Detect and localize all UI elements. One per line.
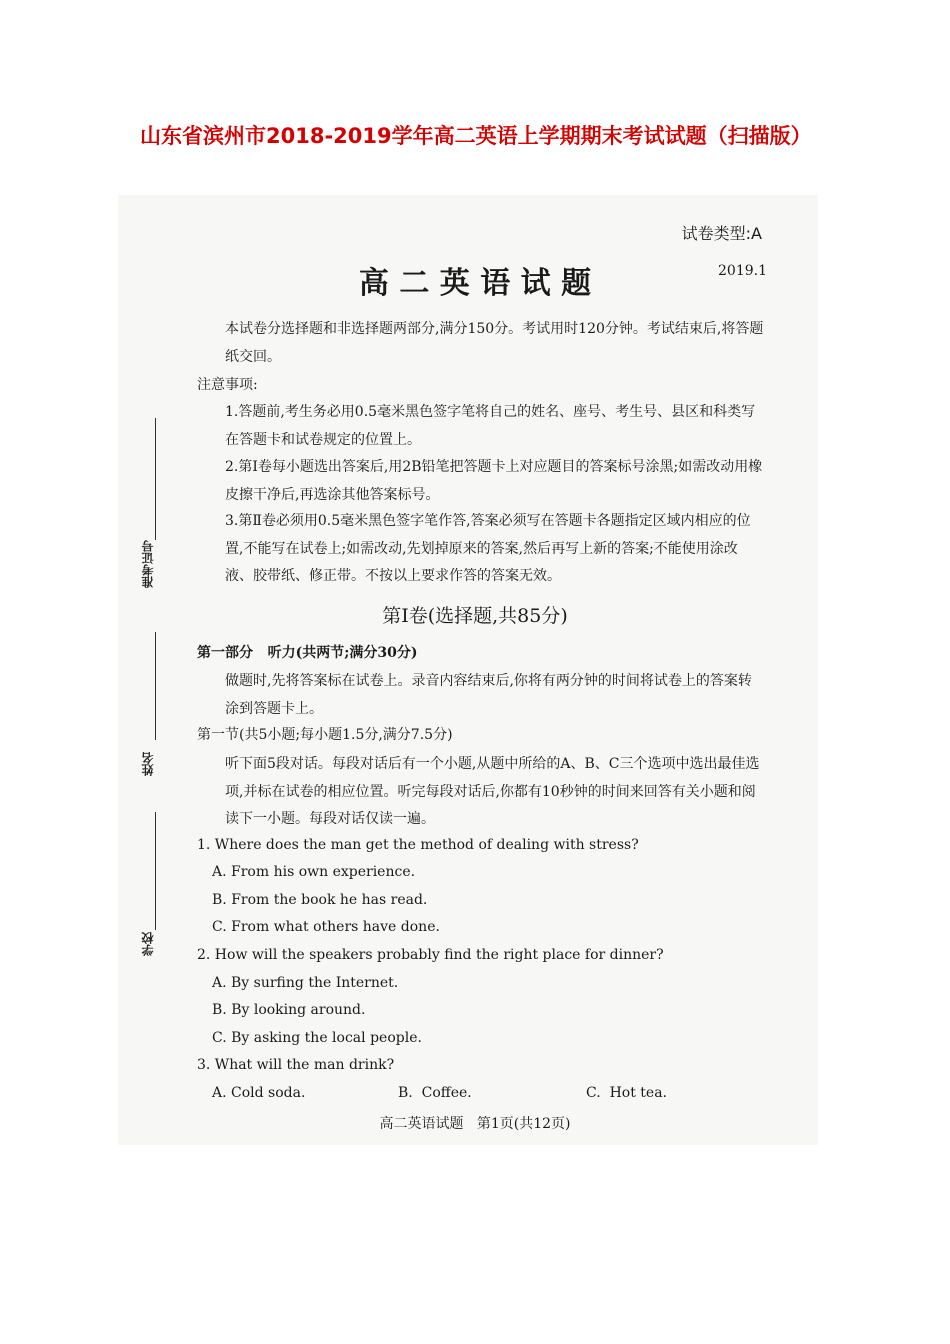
name-label: 姓名 [141,752,155,776]
question-1-option-a: A. From his own experience. [212,864,416,880]
section-1-description [197,751,765,834]
school-label: 学校 [141,932,155,956]
question-2-option-b: B. By looking around. [212,1002,366,1018]
question-3-option-c: C. Hot tea. [586,1085,667,1101]
section-1-title: 第一节(共5小题;每小题1.5分,满分7.5分) [197,727,453,743]
question-1-option-b: B. From the book he has read. [212,892,428,908]
question-1-stem: 1. Where does the man get the method of dealing with stress? [197,837,639,853]
question-3-option-b: B. Coffee. [398,1085,472,1101]
document-title: 山东省滨州市2018-2019学年高二英语上学期期末考试试题（扫描版） [140,124,812,148]
note-1-text: 1.答题前,考生务必用0.5毫米黑色签字笔将自己的姓名、座号、考生号、县区和科类写在答题卡和试卷规定的位置上。 [225,404,756,448]
intro-text: 本试卷分选择题和非选择题两部分,满分150分。考试用时120分钟。考试结束后,将答题纸交回。 [225,321,764,365]
notes-heading: 注意事项: [197,377,258,393]
note-1 [197,399,765,454]
exam-number-label: 准考证号 [141,540,155,588]
school-line [155,812,156,930]
note-2-text: 2.第Ⅰ卷每小题选出答案后,用2B铅笔把答题卡上对应题目的答案标号涂黑;如需改动用橡皮擦干净后,再选涂其他答案标号。 [225,459,763,503]
volume-title: 第Ⅰ卷(选择题,共85分) [382,605,568,627]
exam-title: 高 二 英 语 试 题 [358,266,592,301]
question-3-stem: 3. What will the man drink? [197,1057,395,1073]
note-3-text: 3.第Ⅱ卷必须用0.5毫米黑色签字笔作答,答案必须写在答题卡各题指定区域内相应的位置,不能写在试卷上;如需改动,先划掉原来的答案,然后再写上新的答案;不能使用涂改液、胶带纸、修正带。不按以上要求作答的答案无效。 [225,513,751,584]
exam-date: 2019.1 [718,263,767,279]
note-3 [197,508,765,591]
page-footer: 高二英语试题 第1页(共12页) [379,1116,571,1132]
question-2-option-a: A. By surfing the Internet. [212,975,399,991]
part-1-title: 第一部分 听力(共两节;满分30分) [197,645,418,661]
question-2-option-c: C. By asking the local people. [212,1030,422,1046]
intro-paragraph [197,316,765,371]
section-1-description-text: 听下面5段对话。每段对话后有一个小题,从题中所给的A、B、C三个选项中选出最佳选项,并标在试卷的相应位置。听完每段对话后,你都有10秒钟的时间来回答有关小题和阅读下一小题。每段对话仅读一遍。 [225,756,760,827]
question-1-option-c: C. From what others have done. [212,919,440,935]
part-1-description [197,668,765,723]
question-3-option-a: A. Cold soda. [212,1085,306,1101]
question-2-stem: 2. How will the speakers probably find the right place for dinner? [197,947,664,963]
name-line [155,632,156,740]
part-1-description-text: 做题时,先将答案标在试卷上。录音内容结束后,你将有两分钟的时间将试卷上的答案转涂到答题卡上。 [225,673,752,717]
paper-type: 试卷类型:A [681,224,762,243]
exam-number-line [155,418,156,540]
note-2 [197,454,765,509]
